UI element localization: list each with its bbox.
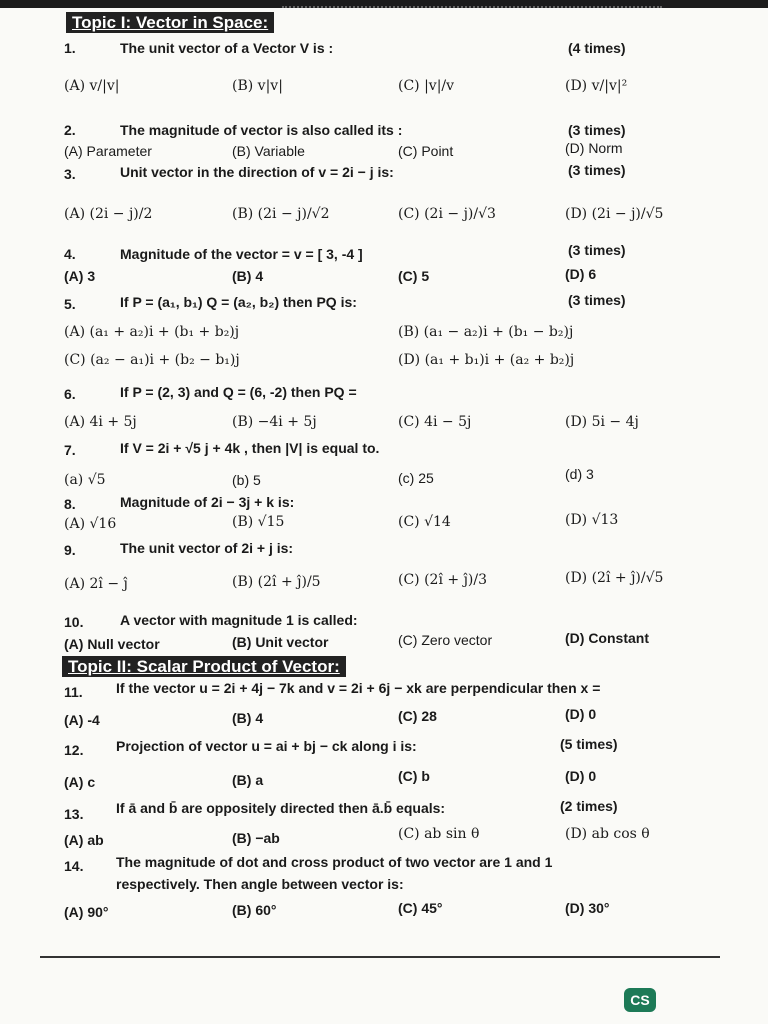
q10-number: 10. [64, 614, 84, 630]
topic-2-heading: Topic II: Scalar Product of Vector: [62, 656, 346, 677]
dotted-rule [282, 6, 662, 8]
q12-text: Projection of vector u = ai + bj − ck along i is: [116, 738, 417, 754]
q4-option-d: (D) 6 [565, 266, 597, 282]
q1-times: (4 times) [568, 40, 626, 56]
q8-option-b: (B) √15 [232, 514, 285, 530]
q13-option-a: (A) ab [64, 832, 104, 848]
q9-option-d: (D) (2î + ĵ)/√5 [565, 570, 664, 586]
q1-option-d: (D) v/|v|² [565, 78, 628, 94]
q4-option-a: (A) 3 [64, 268, 96, 284]
q9-text: The unit vector of 2i + j is: [120, 540, 294, 556]
q6-option-c: (C) 4i − 5j [398, 414, 472, 430]
q5-option-c: (C) (a₂ − a₁)i + (b₂ − b₁)j [64, 352, 240, 368]
topic-1-heading: Topic I: Vector in Space: [66, 12, 274, 33]
q10-option-c: (C) Zero vector [398, 632, 493, 648]
q14-number: 14. [64, 858, 84, 874]
scanner-badge: CS [624, 988, 656, 1012]
q11-option-c: (C) 28 [398, 708, 437, 724]
q4-option-c: (C) 5 [398, 268, 430, 284]
q10-option-a: (A) Null vector [64, 636, 160, 652]
q7-option-a: (a) √5 [64, 472, 106, 488]
q2-option-d: (D) Norm [565, 140, 623, 156]
q7-option-d: (d) 3 [565, 466, 594, 482]
q11-option-d: (D) 0 [565, 706, 597, 722]
q13-option-c: (C) ab sin θ [398, 826, 480, 842]
q13-text: If ā and b̄ are oppositely directed then ā.b̄ equals: [116, 800, 446, 816]
q3-times: (3 times) [568, 162, 626, 178]
q3-text: Unit vector in the direction of v = 2i − j is: [120, 164, 394, 180]
q14-text-line2: respectively. Then angle between vector is: [116, 876, 404, 892]
q1-number: 1. [64, 40, 76, 56]
q10-text: A vector with magnitude 1 is called: [120, 612, 358, 628]
q7-text: If V = 2i + √5 j + 4k , then |V| is equal to. [120, 440, 380, 456]
q2-option-b: (B) Variable [232, 143, 305, 159]
q13-times: (2 times) [560, 798, 618, 814]
q4-times: (3 times) [568, 242, 626, 258]
q2-option-c: (C) Point [398, 143, 454, 159]
q6-option-b: (B) −4i + 5j [232, 414, 317, 430]
q13-option-d: (D) ab cos θ [565, 826, 650, 842]
q7-number: 7. [64, 442, 76, 458]
q2-times: (3 times) [568, 122, 626, 138]
q7-option-b: (b) 5 [232, 472, 261, 488]
q12-option-b: (B) a [232, 772, 264, 788]
q14-option-c: (C) 45° [398, 900, 443, 916]
q14-option-b: (B) 60° [232, 902, 277, 918]
q3-option-a: (A) (2i − j)/2 [64, 206, 153, 222]
q6-number: 6. [64, 386, 76, 402]
q5-number: 5. [64, 296, 76, 312]
q9-option-c: (C) (2î + ĵ)/3 [398, 572, 487, 588]
q6-option-a: (A) 4i + 5j [64, 414, 137, 430]
q8-option-c: (C) √14 [398, 514, 451, 530]
q13-number: 13. [64, 806, 84, 822]
q5-option-a: (A) (a₁ + a₂)i + (b₁ + b₂)j [64, 324, 240, 340]
q11-number: 11. [64, 684, 83, 700]
q13-option-b: (B) −ab [232, 830, 280, 846]
q11-option-b: (B) 4 [232, 710, 264, 726]
bottom-rule [40, 956, 720, 958]
q5-option-b: (B) (a₁ − a₂)i + (b₁ − b₂)j [398, 324, 574, 340]
q9-option-a: (A) 2î − ĵ [64, 576, 128, 592]
q5-text: If P = (a₁, b₁) Q = (a₂, b₂) then PQ is: [120, 294, 357, 310]
q3-option-b: (B) (2i − j)/√2 [232, 206, 330, 222]
q4-option-b: (B) 4 [232, 268, 264, 284]
q10-option-d: (D) Constant [565, 630, 649, 646]
q6-text: If P = (2, 3) and Q = (6, -2) then PQ = [120, 384, 357, 400]
q3-number: 3. [64, 166, 76, 182]
q12-option-a: (A) c [64, 774, 96, 790]
q12-times: (5 times) [560, 736, 618, 752]
q14-text: The magnitude of dot and cross product of two vector are 1 and 1 [116, 854, 553, 870]
q1-option-a: (A) v/|v| [64, 78, 120, 94]
q12-option-c: (C) b [398, 768, 430, 784]
q1-text: The unit vector of a Vector V is : [120, 40, 334, 56]
q10-option-b: (B) Unit vector [232, 634, 329, 650]
q1-option-c: (C) |v|/v [398, 78, 455, 94]
q2-text: The magnitude of vector is also called its : [120, 122, 403, 138]
q11-option-a: (A) -4 [64, 712, 100, 728]
q11-text: If the vector u = 2i + 4j − 7k and v = 2i + 6j − xk are perpendicular then x = [116, 680, 601, 696]
q8-number: 8. [64, 496, 76, 512]
q12-number: 12. [64, 742, 84, 758]
q6-option-d: (D) 5i − 4j [565, 414, 639, 430]
q9-option-b: (B) (2î + ĵ)/5 [232, 574, 321, 590]
q4-text: Magnitude of the vector = v = [ 3, -4 ] [120, 246, 363, 262]
q2-option-a: (A) Parameter [64, 143, 152, 159]
q14-option-a: (A) 90° [64, 904, 109, 920]
q12-option-d: (D) 0 [565, 768, 597, 784]
q2-number: 2. [64, 122, 76, 138]
q8-text: Magnitude of 2i − 3j + k is: [120, 494, 295, 510]
q8-option-d: (D) √13 [565, 512, 619, 528]
q3-option-d: (D) (2i − j)/√5 [565, 206, 664, 222]
q9-number: 9. [64, 542, 76, 558]
q5-times: (3 times) [568, 292, 626, 308]
q1-option-b: (B) v|v| [232, 78, 283, 94]
q3-option-c: (C) (2i − j)/√3 [398, 206, 496, 222]
q7-option-c: (c) 25 [398, 470, 434, 486]
q4-number: 4. [64, 246, 76, 262]
q8-option-a: (A) √16 [64, 516, 117, 532]
q5-option-d: (D) (a₁ + b₁)i + (a₂ + b₂)j [398, 352, 575, 368]
q14-option-d: (D) 30° [565, 900, 610, 916]
